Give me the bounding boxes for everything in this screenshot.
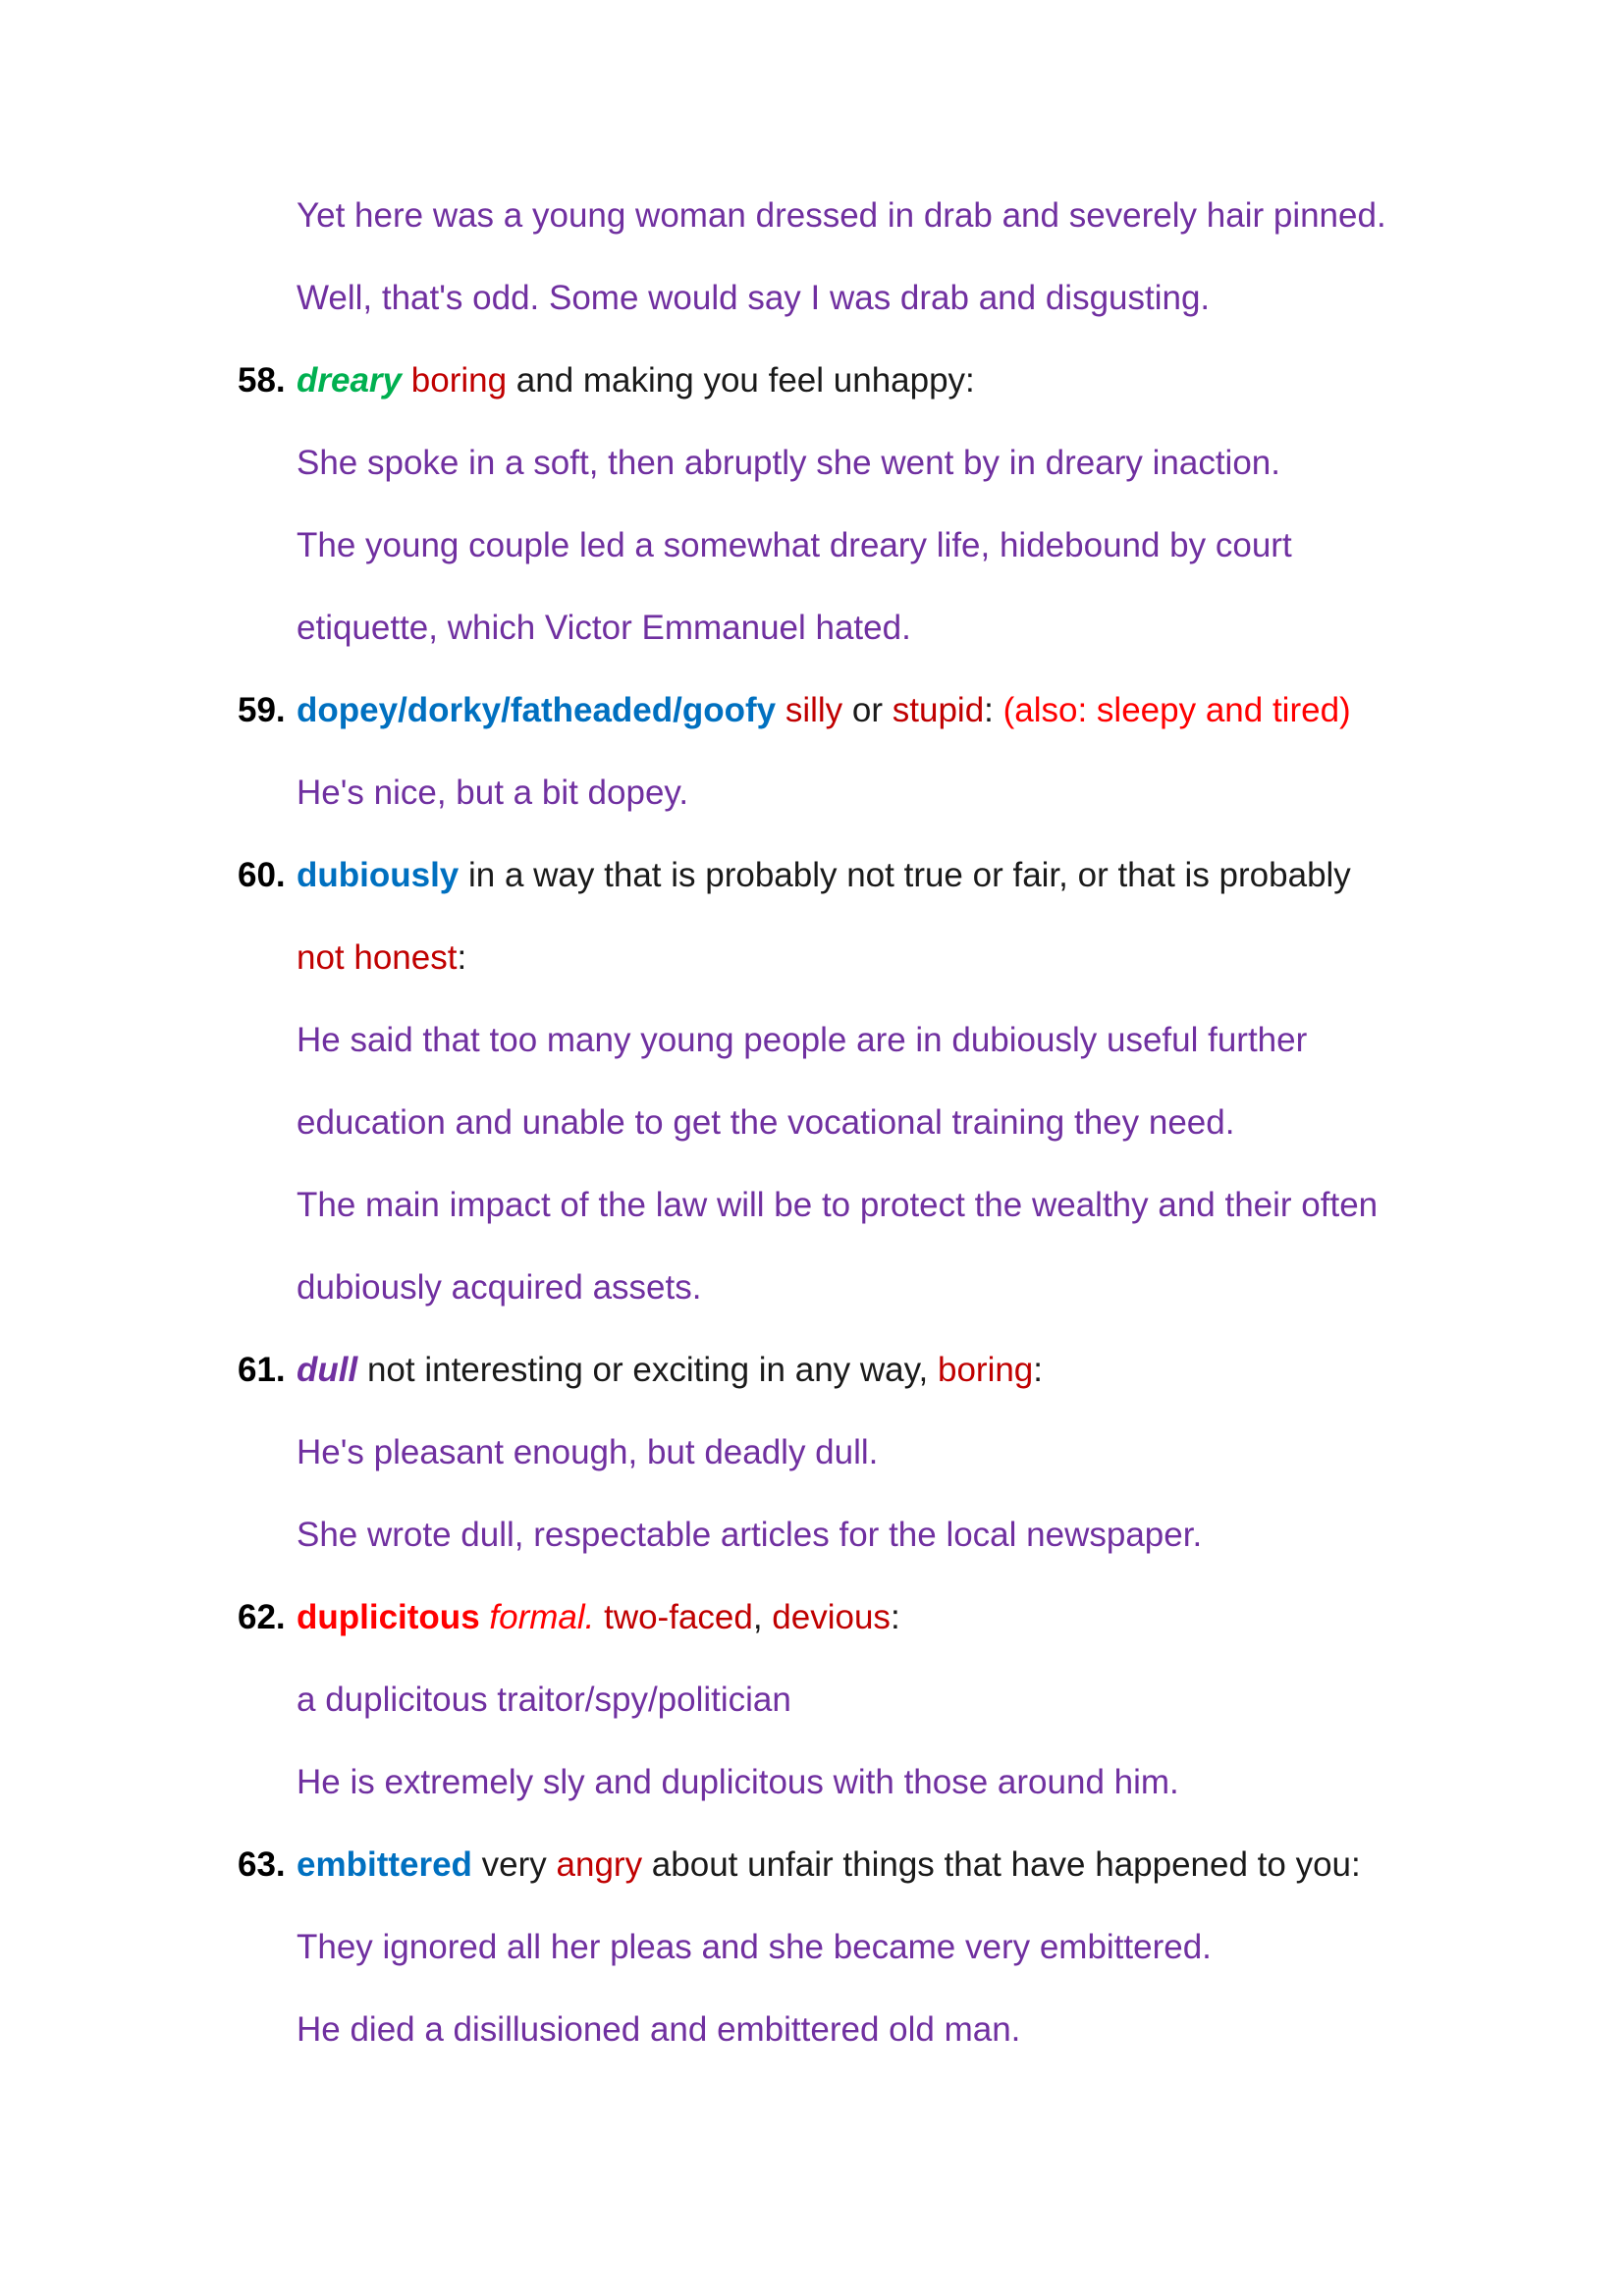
example-line: dubiously acquired assets. (297, 1268, 702, 1307)
example-line: a duplicitous traitor/spy/politician (297, 1681, 791, 1719)
entry-number: 62. (238, 1598, 286, 1636)
entry-60 (0, 846, 1624, 905)
definition-keyword: boring (410, 361, 508, 400)
headword: dubiously (297, 856, 460, 894)
definition-text: very (471, 1845, 557, 1884)
entry-63 (0, 1836, 1624, 1895)
definition-keyword: stupid (892, 691, 985, 729)
example-line: She wrote dull, respectable articles for the local newspaper. (297, 1516, 1203, 1554)
definition-text: , (752, 1598, 773, 1636)
example-line: He is extremely sly and duplicitous with those around him. (297, 1763, 1179, 1801)
example-line: Yet here was a young woman dressed in drab and severely hair pinned. (297, 196, 1386, 235)
definition-text: : (890, 1598, 900, 1636)
example-line: education and unable to get the vocational training they need. (297, 1103, 1235, 1142)
definition-text: : (984, 691, 1003, 729)
definition-text: and making you feel unhappy: (507, 361, 975, 400)
definition-keyword: boring (937, 1351, 1034, 1389)
definition-keyword: silly (785, 691, 843, 729)
example-line: The main impact of the law will be to protect the wealthy and their often (297, 1186, 1379, 1224)
example-line: The young couple led a somewhat dreary life, hidebound by court (297, 526, 1292, 564)
entry-59 (0, 681, 1624, 740)
definition-text: or (842, 691, 893, 729)
example-line: He's nice, but a bit dopey. (297, 774, 689, 812)
headword: dopey/dorky/fatheaded/goofy (297, 691, 777, 729)
definition-keyword: two-faced (604, 1598, 753, 1636)
definition-text: : (457, 938, 467, 977)
example-line: He's pleasant enough, but deadly dull. (297, 1433, 879, 1471)
entry-61 (0, 1341, 1624, 1400)
entry-number: 58. (238, 361, 286, 400)
headword: dreary (297, 361, 403, 400)
entry-58 (0, 351, 1624, 410)
entry-62 (0, 1588, 1624, 1647)
example-line: He died a disillusioned and embittered old man. (297, 2010, 1021, 2049)
entry-number: 63. (238, 1845, 286, 1884)
headword: embittered (297, 1845, 472, 1884)
headword: dull (297, 1351, 358, 1389)
definition-note: (also: sleepy and tired) (1002, 691, 1351, 729)
definition-keyword: devious (772, 1598, 891, 1636)
example-line: Well, that's odd. Some would say I was drab and disgusting. (297, 279, 1211, 317)
definition-text: : (1033, 1351, 1044, 1389)
definition-text: about unfair things that have happened to you: (642, 1845, 1361, 1884)
entry-number: 61. (238, 1351, 286, 1389)
headword: duplicitous (297, 1598, 480, 1636)
definition-keyword: not honest (297, 938, 458, 977)
example-line: He said that too many young people are in dubiously useful further (297, 1021, 1308, 1059)
definition-text: in a way that is probably not true or fair, or that is probably (459, 856, 1351, 894)
definition-continuation (0, 929, 1624, 988)
example-line: She spoke in a soft, then abruptly she went by in dreary inaction. (297, 444, 1280, 482)
example-line: They ignored all her pleas and she became very embittered. (297, 1928, 1212, 1966)
entry-number: 60. (238, 856, 286, 894)
entry-number: 59. (238, 691, 286, 729)
definition-text: not interesting or exciting in any way, (357, 1351, 938, 1389)
example-line: etiquette, which Victor Emmanuel hated. (297, 609, 911, 647)
register-label: formal. (489, 1598, 595, 1636)
definition-keyword: angry (556, 1845, 643, 1884)
